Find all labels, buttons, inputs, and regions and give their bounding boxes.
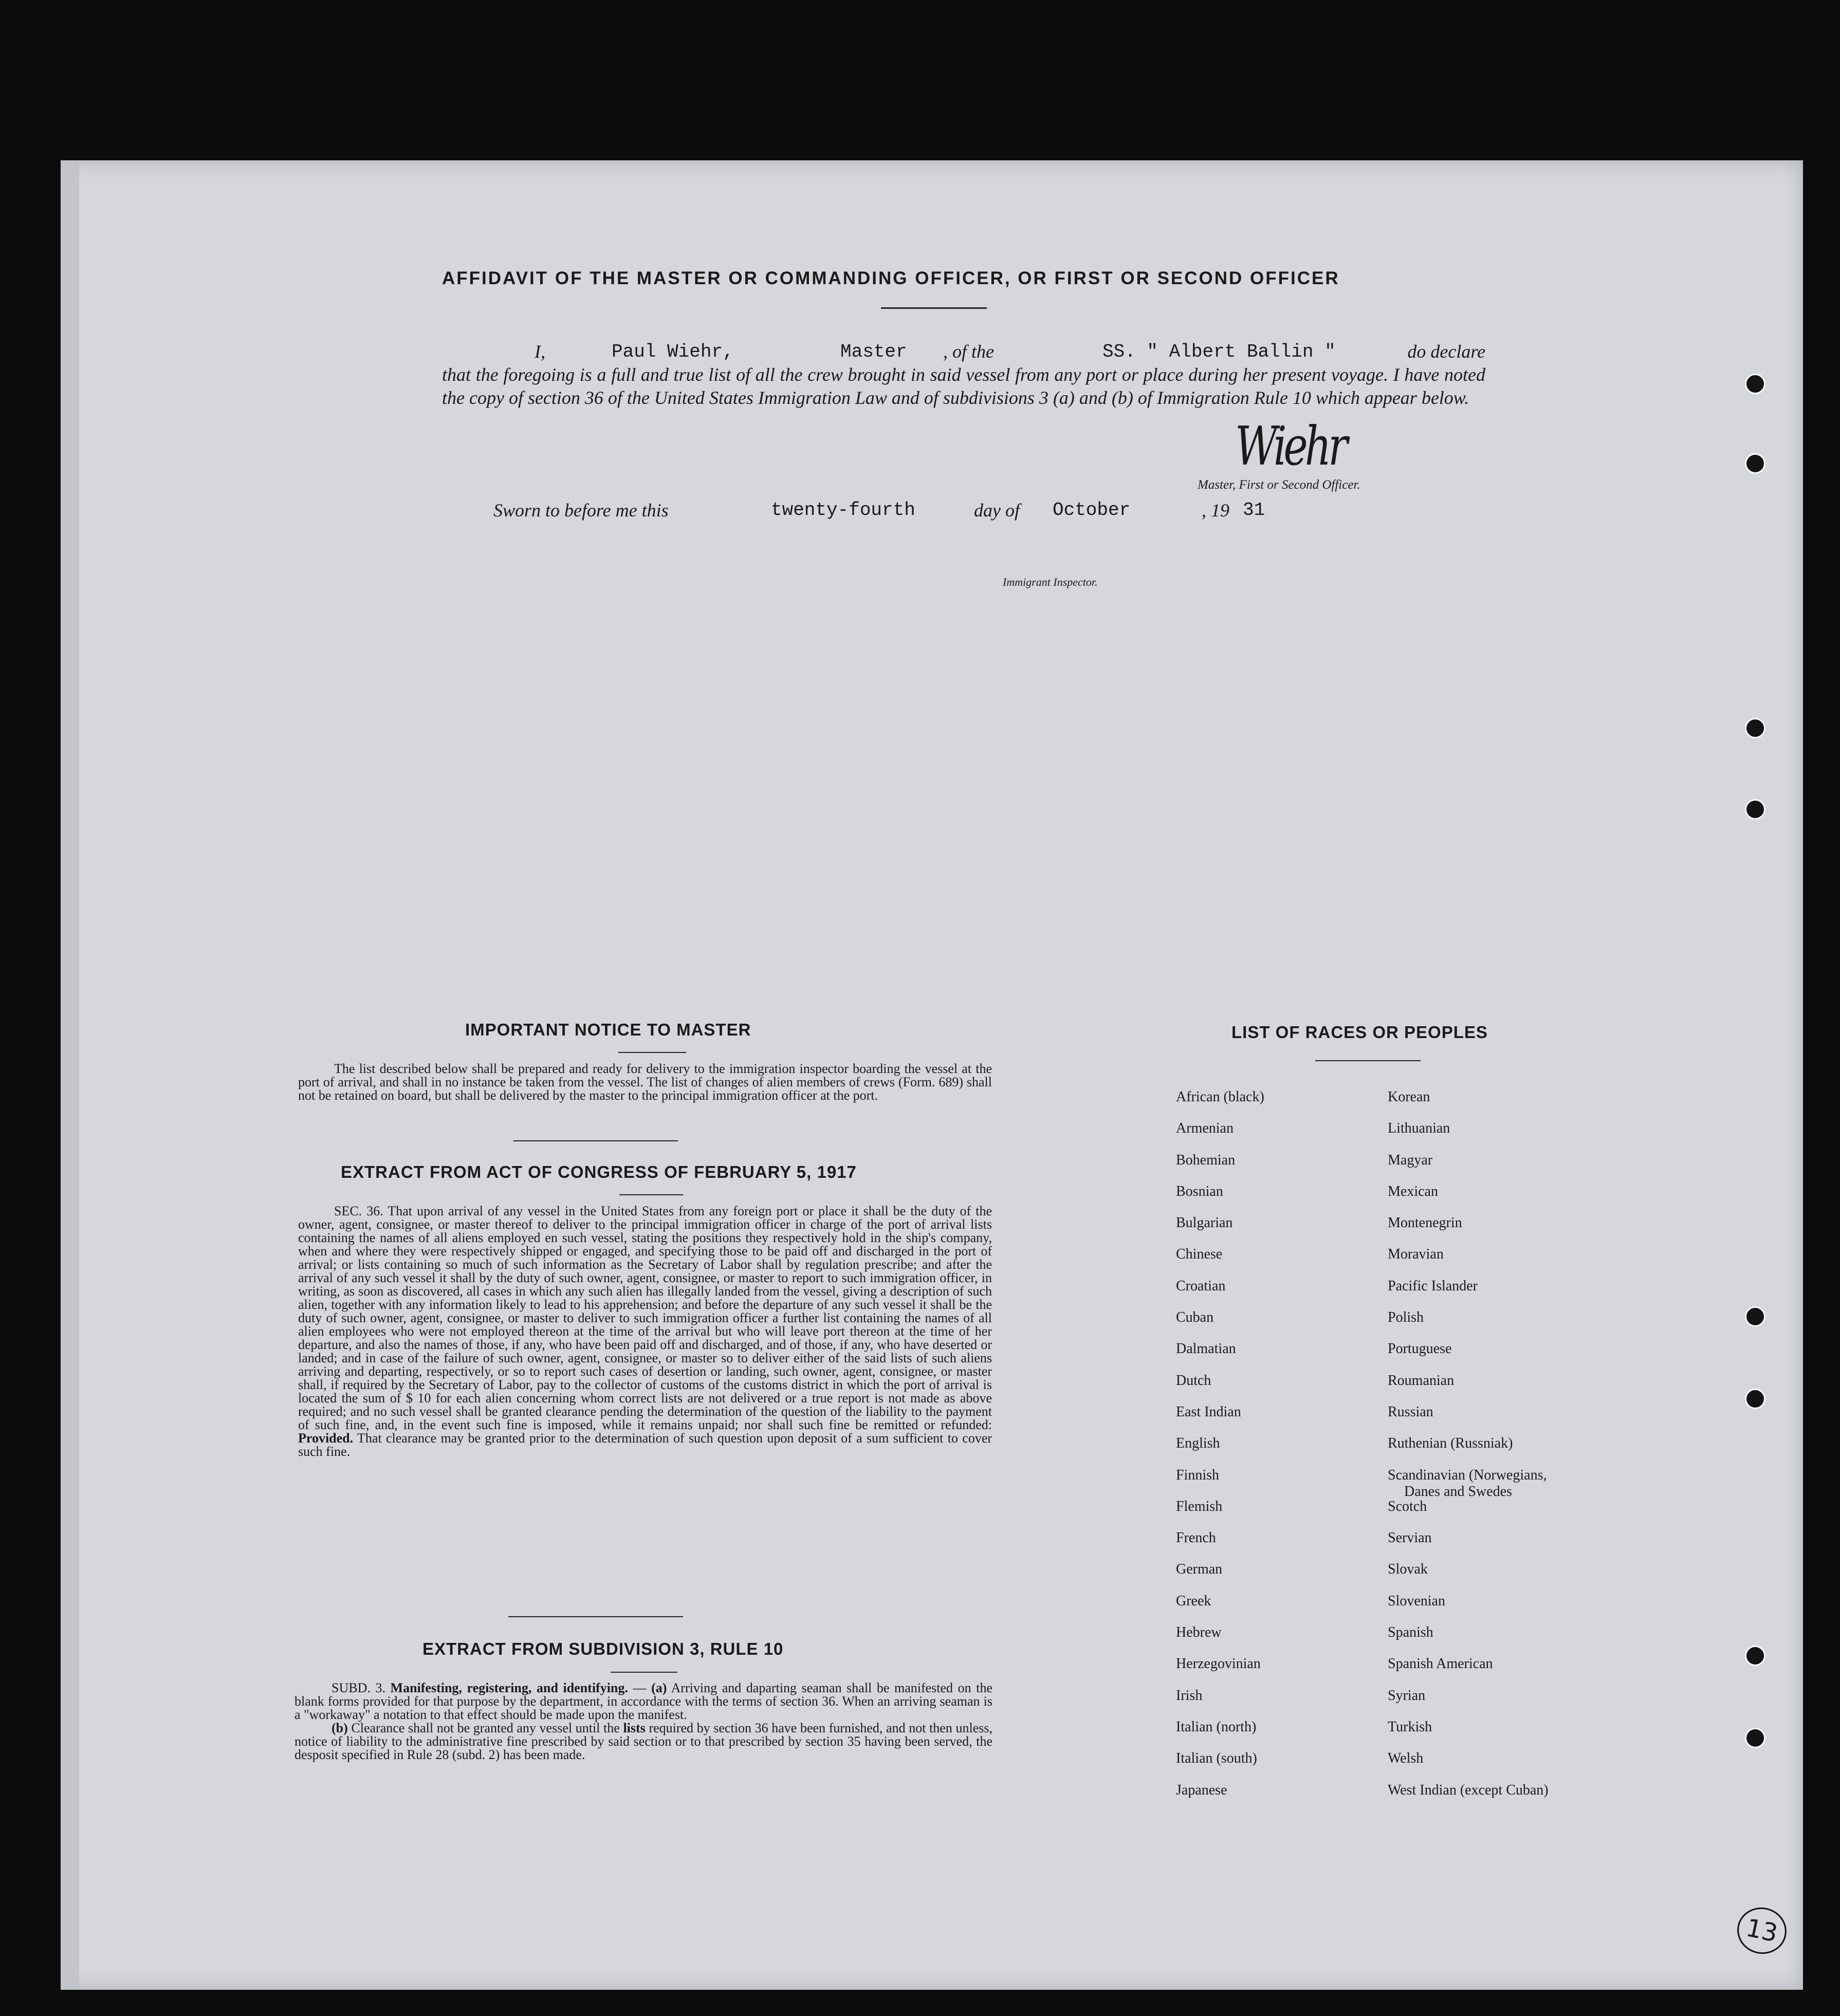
- signature: Wiehr: [1235, 415, 1345, 477]
- race-item: Scandinavian (Norwegians,: [1388, 1467, 1547, 1483]
- race-item: Greek: [1176, 1593, 1211, 1609]
- race-item: Danes and Swedes: [1404, 1483, 1512, 1500]
- race-item: Dutch: [1176, 1372, 1211, 1389]
- race-item: Croatian: [1176, 1278, 1226, 1294]
- race-item: Spanish American: [1388, 1656, 1493, 1672]
- act-provided: Provided.: [298, 1431, 354, 1446]
- subd-b-lists: lists: [623, 1721, 646, 1735]
- race-item: Scotch: [1388, 1498, 1427, 1514]
- subd-prefix: SUBD. 3.: [332, 1680, 385, 1695]
- race-item: Portuguese: [1388, 1341, 1452, 1357]
- subd-a-text: Arriving and daparting seaman shall be manifested on the blank forms provided for that purpose by the department, in accordance with the terms of section 36. When an arriving seaman is a "workaway" a notation to that effect should be made upon the manifest.: [295, 1680, 992, 1722]
- punch-hole-icon: [1745, 374, 1765, 394]
- inspector-caption: Immigrant Inspector.: [1003, 576, 1098, 588]
- race-item: Cuban: [1176, 1309, 1214, 1326]
- race-item: Italian (south): [1176, 1750, 1257, 1767]
- rank: Master: [840, 341, 907, 362]
- divider: [611, 1672, 677, 1673]
- race-item: Japanese: [1176, 1782, 1227, 1798]
- page-edge: [61, 160, 79, 1990]
- race-item: Welsh: [1388, 1750, 1424, 1767]
- document-page: [61, 160, 1803, 1990]
- punch-hole-icon: [1745, 1306, 1765, 1327]
- divider: [881, 307, 987, 309]
- rule-title: EXTRACT FROM SUBDIVISION 3, RULE 10: [422, 1639, 784, 1658]
- signature-caption: Master, First or Second Officer.: [1198, 478, 1360, 492]
- race-item: Mexican: [1388, 1183, 1438, 1199]
- race-item: Bulgarian: [1176, 1215, 1233, 1231]
- subd-b-text1: Clearance shall not be granted any vessel until the: [351, 1721, 620, 1735]
- affidavit-title: AFFIDAVIT OF THE MASTER OR COMMANDING OFFICER, OR FIRST OR SECOND OFFICER: [442, 268, 1340, 288]
- race-item: Roumanian: [1388, 1372, 1455, 1389]
- punch-hole-icon: [1745, 1389, 1765, 1409]
- act-title: EXTRACT FROM ACT OF CONGRESS OF FEBRUARY 5, 1917: [341, 1162, 857, 1181]
- race-item: West Indian (except Cuban): [1388, 1782, 1549, 1798]
- race-item: Irish: [1176, 1687, 1203, 1704]
- act-body: SEC. 36. That upon arrival of any vessel in the United States from any foreign port or place it shall be the duty of the owner, agent, consignee, or master thereof to deliver to the principal immigration officer in charge of the port of arrival lists containing the names of all aliens employed en such vessel, stating the positions they respectively hold in the ship's company, when and where they were respectively shipped or engaged, and specifying those to be paid off and discharged in the port of arrival; or lists containing so much of such information as the Secretary of Labor shall by regulation prescribe; and after the arrival of any such vessel it shall by the duty of such owner, agent, consignee, or master to report to such immigration officer, in writing, as soon as discovered, all cases in which any such alien has illegally landed from the vessel, giving a description of such alien, together with any information likely to lead to his apprehension; and before the departure of any such vessel it shall be the duty of such owner, agent, consignee, or master to deliver to such immigration officer a further list containing the names of all alien employees who were not employed thereon at the time of the arrival but who will leave port thereon at the time of her departure, and also the names of those, if any, who have been paid off and discharged, and of those, if any, who have deserted or landed; and in case of the failure of such owner, agent, consignee, or master so to deliver either of the said lists of such aliens arriving and departing, respectively, or so to report such cases of desertion or landing, such owner, agent, consignee, or master shall, if required by the Secretary of Labor, pay to the collector of customs of the customs district in which the port of arrival is located the sum of $ 10 for each alien concerning whom correct lists are not delivered or a true report is not made as above required; and no such vessel shall be granted clearance pending the determination of the question of the liability to the payment of such fine, and, in the event such fine is imposed, while it remains unpaid; nor shall such fine be remitted or refunded:: [298, 1204, 992, 1432]
- sworn-line: [493, 500, 1316, 525]
- races-column-1: [1176, 1089, 1264, 1814]
- race-item: East Indian: [1176, 1403, 1241, 1420]
- race-item: Flemish: [1176, 1498, 1223, 1514]
- race-item: Chinese: [1176, 1246, 1223, 1263]
- master-name: Paul Wiehr,: [612, 341, 734, 362]
- race-item: Turkish: [1388, 1718, 1432, 1735]
- race-item: Italian (north): [1176, 1718, 1257, 1735]
- race-item: Finnish: [1176, 1467, 1220, 1483]
- subd-a-label: (a): [651, 1680, 667, 1695]
- punch-hole-icon: [1745, 799, 1765, 820]
- vessel-name: SS. " Albert Ballin ": [1102, 341, 1336, 362]
- subd-dash: —: [633, 1680, 647, 1695]
- of-the: , of the: [943, 341, 994, 362]
- race-item: Hebrew: [1176, 1624, 1222, 1641]
- race-item: Polish: [1388, 1309, 1424, 1326]
- races-column-2: [1388, 1089, 1549, 1814]
- divider: [619, 1194, 683, 1195]
- race-item: Slovak: [1388, 1561, 1428, 1578]
- rule-text: [295, 1681, 992, 1762]
- punch-hole-icon: [1745, 1645, 1765, 1666]
- day-of: day of: [974, 500, 1020, 521]
- affidavit-body: that the foregoing is a full and true list of all the crew brought in said vessel from any port or place during her present voyage. I have noted the copy of section 36 of the United States Immigration Law and of subdivisions 3 (a) and (b) of Immigration Rule 10 which appear below.: [442, 364, 1485, 408]
- affidavit-paragraph: [442, 340, 1485, 410]
- divider: [513, 1140, 678, 1141]
- sworn-day: twenty-fourth: [771, 500, 915, 521]
- punch-hole-icon: [1745, 1728, 1765, 1748]
- do-declare: do declare: [1407, 341, 1485, 362]
- divider: [508, 1616, 683, 1617]
- year-prefix: , 19: [1202, 500, 1229, 521]
- divider: [1315, 1060, 1421, 1061]
- race-item: Moravian: [1388, 1246, 1444, 1263]
- race-item: French: [1176, 1530, 1216, 1546]
- race-item: Bosnian: [1176, 1183, 1223, 1199]
- race-item: Slovenian: [1388, 1593, 1445, 1609]
- act-body-end: That clearance may be granted prior to the determination of such question upon deposit of a sum sufficient to cover such fine.: [298, 1431, 992, 1459]
- race-item: African (black): [1176, 1089, 1264, 1105]
- race-item: Magyar: [1388, 1152, 1433, 1168]
- divider: [618, 1052, 686, 1053]
- subd-b-text2: required by section 36 have been furnished, and not then unless, notice of liability to the administrative fine prescribed by said section or to that prescribed by section 35 having been served, the desposit specified in Rule 28 (subd. 2) has been made.: [295, 1721, 992, 1762]
- race-item: Russian: [1388, 1403, 1433, 1420]
- notice-text: The list described below shall be prepared and ready for delivery to the immigration inspector boarding the vessel at the port of arrival, and shall in no instance be taken from the vessel. The list of changes of alien members of crews (Form. 689) shall not be retained on board, but shall be delivered by the master to the principal immigration officer at the port.: [298, 1061, 992, 1103]
- race-item: Ruthenian (Russniak): [1388, 1435, 1513, 1452]
- sworn-prefix: Sworn to before me this: [493, 500, 669, 521]
- race-item: Montenegrin: [1388, 1215, 1462, 1231]
- punch-hole-icon: [1745, 718, 1765, 738]
- notice-title: IMPORTANT NOTICE TO MASTER: [465, 1020, 751, 1039]
- race-item: Servian: [1388, 1530, 1432, 1546]
- page-number: 13: [1733, 1903, 1791, 1958]
- year-suffix: 31: [1243, 500, 1265, 521]
- sworn-month: October: [1053, 500, 1131, 521]
- subd-heading: Manifesting, registering, and identifying.: [390, 1680, 628, 1695]
- race-item: German: [1176, 1561, 1223, 1578]
- race-item: Korean: [1388, 1089, 1430, 1105]
- race-item: Dalmatian: [1176, 1341, 1236, 1357]
- affidavit-i: I,: [535, 341, 545, 362]
- race-item: Syrian: [1388, 1687, 1426, 1704]
- punch-hole-icon: [1745, 453, 1765, 474]
- race-item: English: [1176, 1435, 1220, 1452]
- race-item: Bohemian: [1176, 1152, 1236, 1168]
- race-item: Armenian: [1176, 1120, 1234, 1137]
- race-item: Spanish: [1388, 1624, 1433, 1641]
- races-title: LIST OF RACES OR PEOPLES: [1231, 1023, 1488, 1042]
- race-item: Lithuanian: [1388, 1120, 1450, 1137]
- race-item: Herzegovinian: [1176, 1656, 1261, 1672]
- subd-b-label: (b): [332, 1721, 348, 1735]
- race-item: Pacific Islander: [1388, 1278, 1478, 1294]
- act-text: [298, 1205, 992, 1458]
